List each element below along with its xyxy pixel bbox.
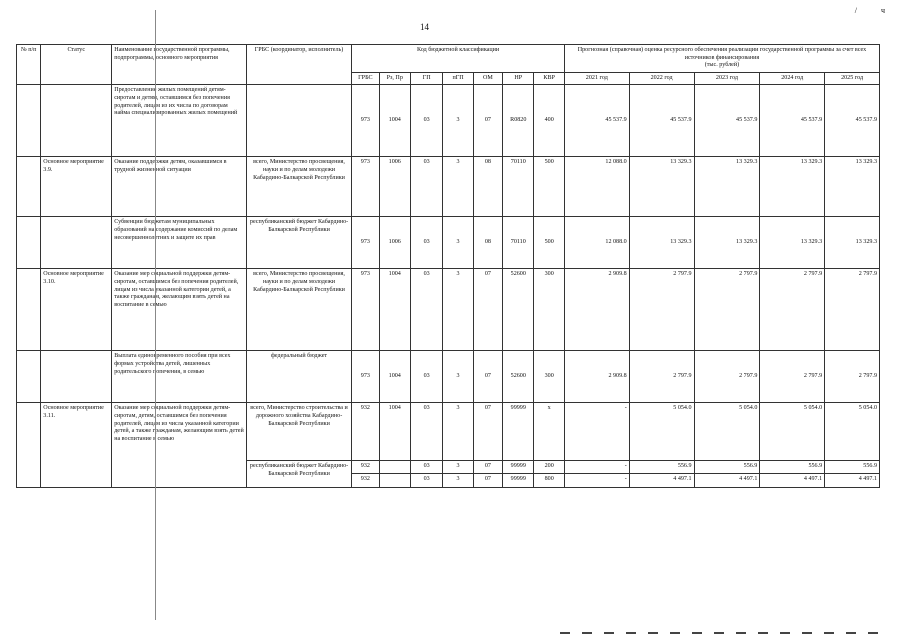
sub-header: 2023 год: [694, 72, 760, 85]
code-pgp: 3: [443, 474, 473, 488]
value-2021: 2 909.8: [564, 351, 629, 403]
value-2023: 45 537.9: [694, 85, 760, 157]
table-row: [17, 269, 880, 351]
code-nr: 99999: [503, 474, 534, 488]
name-cell: Выплата единовременного пособия при всех формах устройства детей, лишенных родительского попечения, в семью: [112, 351, 247, 403]
value-2025: 5 054.0: [825, 403, 880, 461]
code-rzpr: 1004: [379, 351, 410, 403]
sub-header: 2022 год: [629, 72, 694, 85]
value-2025: 13 329.3: [825, 157, 880, 217]
value-2024: 5 054.0: [760, 403, 825, 461]
code-rzpr: 1004: [379, 85, 410, 157]
code-kvr: 500: [534, 217, 564, 269]
value-2022: 4 497.1: [629, 474, 694, 488]
code-om: 07: [473, 351, 502, 403]
value-2024: 2 797.9: [760, 351, 825, 403]
status-cell: [41, 351, 112, 403]
value-2022: 13 329.3: [629, 157, 694, 217]
code-pgp: 3: [443, 217, 473, 269]
value-2021: -: [564, 461, 629, 474]
code-rzpr: 1004: [379, 269, 410, 351]
header-row-main: [17, 45, 880, 73]
value-2021: 2 909.8: [564, 269, 629, 351]
sub-header: ОМ: [473, 72, 502, 85]
header-status: Статус: [41, 45, 112, 85]
code-rzpr: 1004: [379, 403, 410, 461]
header-name: Наименование государственной программы, подпрограммы, основного мероприятия: [112, 45, 247, 85]
value-2021: -: [564, 403, 629, 461]
code-kvr: 500: [534, 157, 564, 217]
table-row: [17, 351, 880, 403]
corner-marks: [831, 6, 885, 15]
grbs-cell: республиканский бюджет Кабардино-Балкарской Республики: [246, 217, 351, 269]
code-om: 07: [473, 269, 502, 351]
grbs-cell: республиканский бюджет Кабардино-Балкарской Республики: [246, 461, 351, 488]
sub-header: 2021 год: [564, 72, 629, 85]
status-cell: Основное мероприятие 3.11.: [41, 403, 112, 488]
code-grbs: 973: [352, 351, 379, 403]
name-cell: Оказание поддержки детям, оказавшимся в трудной жизненной ситуации: [112, 157, 247, 217]
value-2022: 45 537.9: [629, 85, 694, 157]
value-2021: 45 537.9: [564, 85, 629, 157]
grbs-cell: всего, Министерство строительства и дорожного хозяйства Кабардино-Балкарской Республики: [246, 403, 351, 461]
code-gp: 03: [410, 351, 442, 403]
sub-header: ГРБС: [352, 72, 379, 85]
code-grbs: 932: [352, 461, 379, 474]
code-grbs: 973: [352, 157, 379, 217]
code-kvr: 800: [534, 474, 564, 488]
value-2022: 5 054.0: [629, 403, 694, 461]
sub-header: 2024 год: [760, 72, 825, 85]
table-row: [17, 217, 880, 269]
value-2024: 13 329.3: [760, 157, 825, 217]
grbs-cell: федеральный бюджет: [246, 351, 351, 403]
value-2025: 2 797.9: [825, 269, 880, 351]
code-grbs: 973: [352, 217, 379, 269]
code-rzpr: 1006: [379, 157, 410, 217]
code-pgp: 3: [443, 351, 473, 403]
code-kvr: 400: [534, 85, 564, 157]
value-2021: 12 088.0: [564, 217, 629, 269]
value-2022: 2 797.9: [629, 269, 694, 351]
sub-header: КВР: [534, 72, 564, 85]
code-gp: 03: [410, 217, 442, 269]
grbs-cell: всего, Министерство просвещения, науки и по делам молодежи Кабардино-Балкарской Республики: [246, 269, 351, 351]
code-gp: 03: [410, 85, 442, 157]
scan-artifact-lines: [560, 632, 890, 634]
grbs-cell: [246, 85, 351, 157]
grbs-cell: всего, Министерство просвещения, науки и по делам молодежи Кабардино-Балкарской Республики: [246, 157, 351, 217]
header-forecast: [564, 45, 879, 73]
name-cell: Оказание мер социальной поддержки детям-сиротам, оставшимся без попечения родителей, лицам из числа указанной категории детей, а также гражданам, желающим взять детей на воспитание в семью: [112, 269, 247, 351]
code-grbs: 932: [352, 403, 379, 461]
value-2022: 13 329.3: [629, 217, 694, 269]
code-rzpr: [379, 461, 410, 474]
code-rzpr: [379, 474, 410, 488]
code-rzpr: 1006: [379, 217, 410, 269]
value-2025: 2 797.9: [825, 351, 880, 403]
value-2025: 13 329.3: [825, 217, 880, 269]
code-nr: 52600: [503, 351, 534, 403]
code-om: 08: [473, 157, 502, 217]
code-om: 07: [473, 461, 502, 474]
table-row: [17, 403, 880, 461]
value-2023: 13 329.3: [694, 157, 760, 217]
code-kvr: 300: [534, 351, 564, 403]
code-om: 07: [473, 85, 502, 157]
code-gp: 03: [410, 269, 442, 351]
value-2024: 45 537.9: [760, 85, 825, 157]
corner-mark-1: /: [854, 6, 857, 15]
value-2023: 2 797.9: [694, 269, 760, 351]
name-cell: Оказание мер социальной поддержки детям-сиротам, детям, оставшимся без попечения родителей, лицам из числа указанной категории детей, а также гражданам, желающим взять детей на воспитание в семью: [112, 403, 247, 488]
code-gp: 03: [410, 461, 442, 474]
header-forecast-title: Прогнозная (справочная) оценка ресурсного обеспечения реализации государственной программы за счет всех источников финансирования: [577, 47, 867, 61]
value-2025: 4 497.1: [825, 474, 880, 488]
value-2025: 556.9: [825, 461, 880, 474]
code-grbs: 973: [352, 85, 379, 157]
code-gp: 03: [410, 474, 442, 488]
value-2021: 12 088.0: [564, 157, 629, 217]
code-gp: 03: [410, 403, 442, 461]
code-nr: 70110: [503, 157, 534, 217]
code-pgp: 3: [443, 269, 473, 351]
table-row: [17, 157, 880, 217]
value-2024: 4 497.1: [760, 474, 825, 488]
code-pgp: 3: [443, 403, 473, 461]
code-gp: 03: [410, 157, 442, 217]
value-2021: -: [564, 474, 629, 488]
budget-table: [16, 44, 880, 488]
code-kvr: 300: [534, 269, 564, 351]
value-2024: 556.9: [760, 461, 825, 474]
code-nr: 52600: [503, 269, 534, 351]
code-nr: 99999: [503, 403, 534, 461]
code-nr: R0820: [503, 85, 534, 157]
value-2025: 45 537.9: [825, 85, 880, 157]
corner-mark-2: ч: [880, 6, 885, 15]
status-cell: Основное мероприятие 3.9.: [41, 157, 112, 217]
sub-header: Рз, Пр: [379, 72, 410, 85]
code-om: 08: [473, 217, 502, 269]
value-2023: 2 797.9: [694, 351, 760, 403]
header-grbs: ГРБС (координатор, исполнитель): [246, 45, 351, 85]
sub-header: НР: [503, 72, 534, 85]
value-2023: 556.9: [694, 461, 760, 474]
code-pgp: 3: [443, 157, 473, 217]
sub-header: ГП: [410, 72, 442, 85]
status-cell: [41, 85, 112, 157]
code-kvr: x: [534, 403, 564, 461]
code-pgp: 3: [443, 85, 473, 157]
value-2023: 13 329.3: [694, 217, 760, 269]
header-num: № п/п: [17, 45, 41, 85]
value-2022: 556.9: [629, 461, 694, 474]
code-pgp: 3: [443, 461, 473, 474]
scan-margin-line: [155, 10, 156, 620]
value-2024: 13 329.3: [760, 217, 825, 269]
status-cell: [41, 217, 112, 269]
sub-header: пГП: [443, 72, 473, 85]
value-2022: 2 797.9: [629, 351, 694, 403]
code-om: 07: [473, 403, 502, 461]
code-om: 07: [473, 474, 502, 488]
header-forecast-unit: (тыс. рублей): [704, 62, 740, 69]
code-nr: 99999: [503, 461, 534, 474]
header-code: Код бюджетной классификации: [352, 45, 565, 73]
name-cell: Предоставление жилых помещений детям-сиротам и детям, оставшимся без попечения родителей, лицам из их числа по договорам найма специализированных жилых помещений: [112, 85, 247, 157]
code-grbs: 932: [352, 474, 379, 488]
code-kvr: 200: [534, 461, 564, 474]
page-number: 14: [420, 22, 429, 32]
value-2023: 5 054.0: [694, 403, 760, 461]
code-nr: 70110: [503, 217, 534, 269]
status-cell: Основное мероприятие 3.10.: [41, 269, 112, 351]
code-grbs: 973: [352, 269, 379, 351]
value-2024: 2 797.9: [760, 269, 825, 351]
table-row: [17, 85, 880, 157]
sub-header: 2025 год: [825, 72, 880, 85]
value-2023: 4 497.1: [694, 474, 760, 488]
name-cell: Субвенции бюджетам муниципальных образований на содержание комиссий по делам несовершеннолетних и защите их прав: [112, 217, 247, 269]
